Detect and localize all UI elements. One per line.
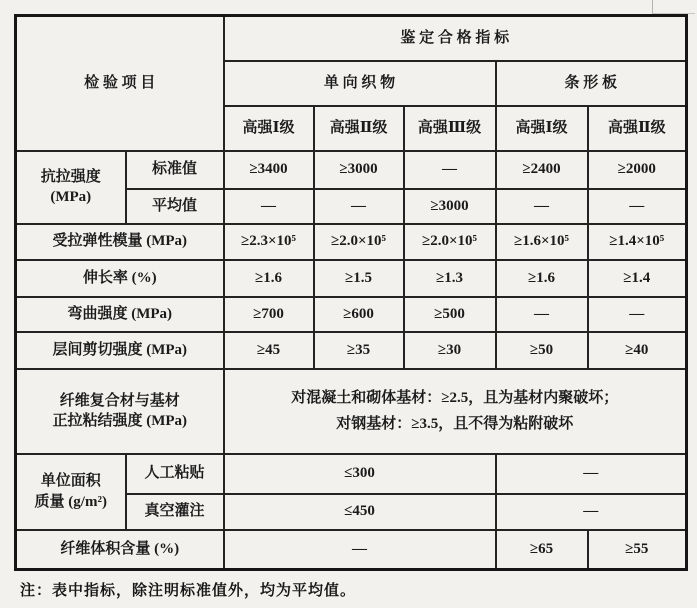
header-grade: 高强Ⅰ级	[224, 106, 314, 151]
value-cell: ≥3000	[404, 189, 496, 224]
sub-label-standard-value: 标准值	[126, 151, 224, 189]
value-cell: ≥500	[404, 297, 496, 332]
qualification-indicator-table	[14, 14, 688, 571]
value-cell: —	[588, 189, 687, 224]
row-label-tensile-strength: 抗拉强度 (MPa)	[16, 151, 126, 224]
header-inspection-items: 检 验 项 目	[16, 16, 224, 151]
value-cell: ≥2.3×10⁵	[224, 224, 314, 260]
row-label-bond-strength: 纤维复合材与基材 正拉粘结强度 (MPa)	[16, 369, 224, 454]
value-cell: ≤300	[224, 454, 496, 494]
value-cell: ≥600	[314, 297, 404, 332]
value-cell: —	[496, 189, 588, 224]
row-label-elastic-modulus: 受拉弹性模量 (MPa)	[16, 224, 224, 260]
value-cell: —	[224, 189, 314, 224]
row-label-fiber-volume: 纤维体积含量 (%)	[16, 530, 224, 570]
value-cell: ≥2.0×10⁵	[404, 224, 496, 260]
header-grade: 高强Ⅱ级	[588, 106, 687, 151]
value-cell: ≤450	[224, 494, 496, 530]
value-cell: ≥55	[588, 530, 687, 570]
header-grade: 高强Ⅱ级	[314, 106, 404, 151]
value-cell: ≥1.6	[224, 260, 314, 297]
table-footnote: 注：表中指标，除注明标准值外，均为平均值。	[20, 583, 357, 599]
sub-label-manual-bonding: 人工粘贴	[126, 454, 224, 494]
value-cell: —	[314, 189, 404, 224]
value-cell: —	[496, 494, 687, 530]
value-cell: ≥1.4×10⁵	[588, 224, 687, 260]
value-cell: ≥1.5	[314, 260, 404, 297]
value-cell: ≥1.6×10⁵	[496, 224, 588, 260]
value-cell: ≥3400	[224, 151, 314, 189]
value-cell: ≥700	[224, 297, 314, 332]
value-cell: ≥1.3	[404, 260, 496, 297]
value-cell: ≥35	[314, 332, 404, 369]
value-cell: ≥2000	[588, 151, 687, 189]
value-cell: ≥30	[404, 332, 496, 369]
header-group-strip-plate: 条 形 板	[496, 61, 687, 106]
header-qualification-index: 鉴 定 合 格 指 标	[224, 16, 687, 61]
value-cell: —	[224, 530, 496, 570]
header-grade: 高强Ⅰ级	[496, 106, 588, 151]
row-label-shear-strength: 层间剪切强度 (MPa)	[16, 332, 224, 369]
value-cell: ≥2400	[496, 151, 588, 189]
scan-artifact	[652, 0, 695, 14]
row-label-bending-strength: 弯曲强度 (MPa)	[16, 297, 224, 332]
row-label-area-mass: 单位面积 质量 (g/m²)	[16, 454, 126, 530]
header-group-unidirectional-fabric: 单 向 织 物	[224, 61, 496, 106]
row-label-elongation: 伸长率 (%)	[16, 260, 224, 297]
bond-strength-requirement: 对混凝土和砌体基材：≥2.5，且为基材内聚破坏； 对钢基材：≥3.5，且不得为粘附破坏	[224, 369, 687, 454]
value-cell: ≥50	[496, 332, 588, 369]
value-cell: ≥3000	[314, 151, 404, 189]
sub-label-vacuum-infusion: 真空灌注	[126, 494, 224, 530]
value-cell: ≥40	[588, 332, 687, 369]
value-cell: ≥65	[496, 530, 588, 570]
header-grade: 高强Ⅲ级	[404, 106, 496, 151]
value-cell: ≥45	[224, 332, 314, 369]
value-cell: ≥1.6	[496, 260, 588, 297]
sub-label-average-value: 平均值	[126, 189, 224, 224]
value-cell: —	[496, 297, 588, 332]
value-cell: —	[588, 297, 687, 332]
value-cell: ≥2.0×10⁵	[314, 224, 404, 260]
value-cell: —	[496, 454, 687, 494]
value-cell: —	[404, 151, 496, 189]
value-cell: ≥1.4	[588, 260, 687, 297]
